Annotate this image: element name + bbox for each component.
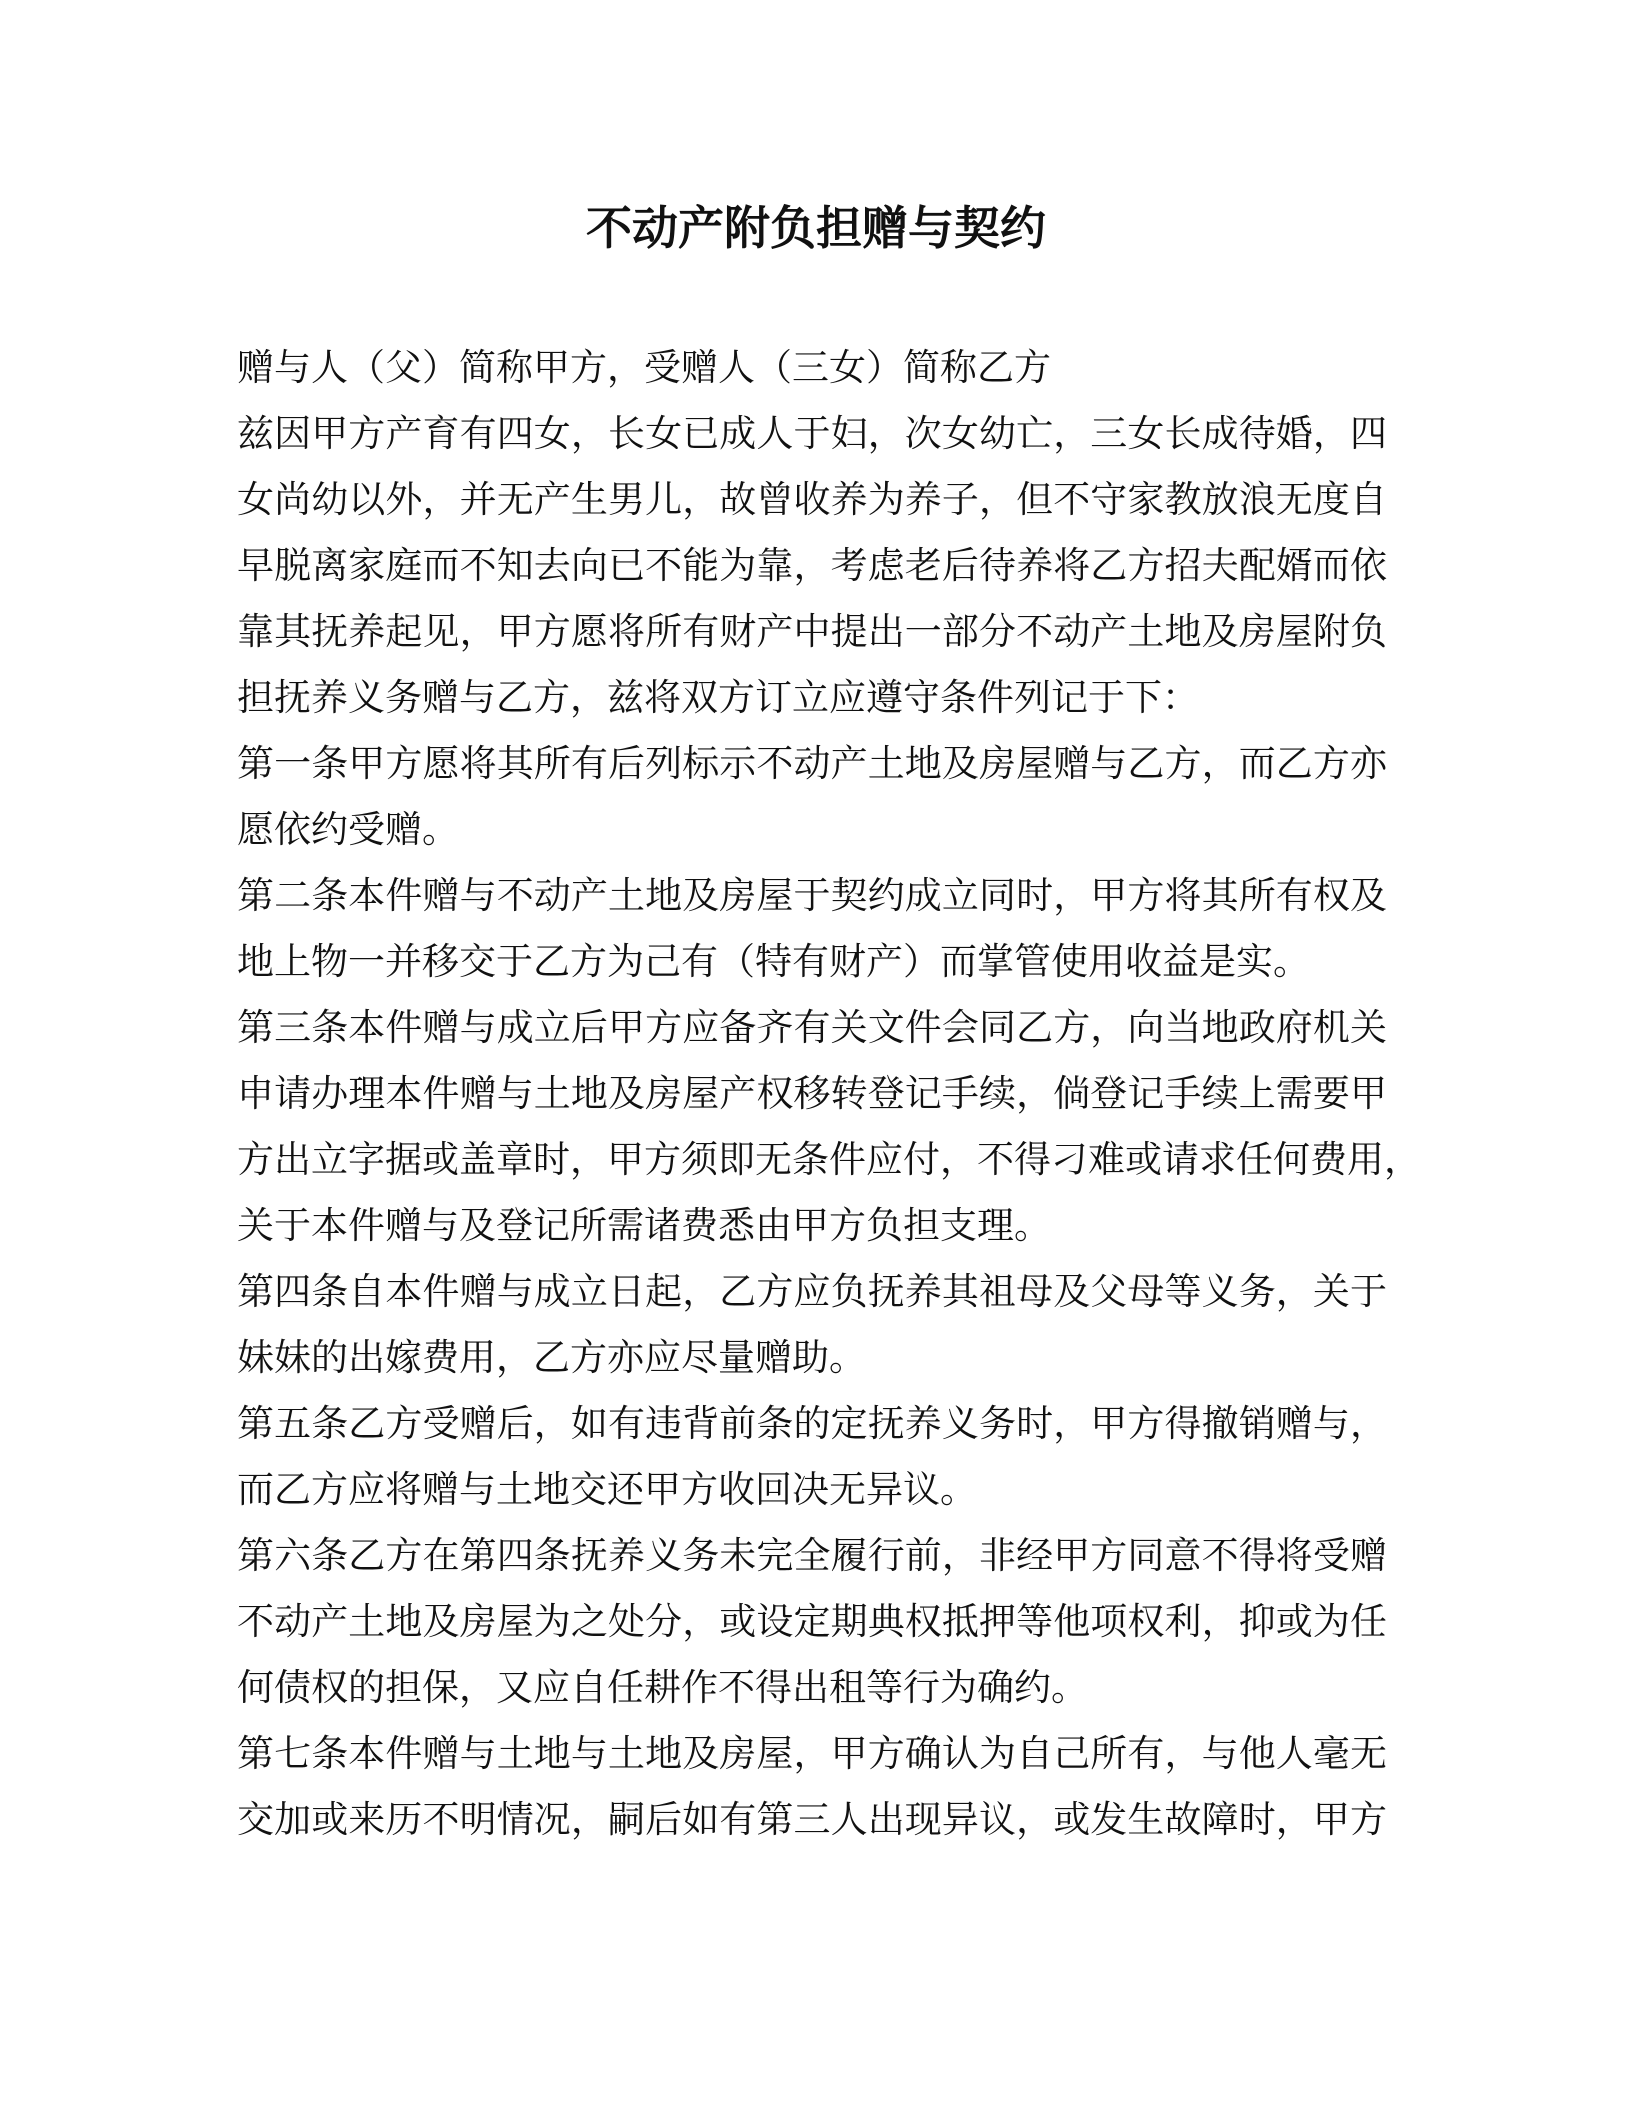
body-line: 方出立字据或盖章时，甲方须即无条件应付，不得刁难或请求任何费用， bbox=[237, 1138, 1421, 1181]
body-line: 兹因甲方产育有四女，长女已成人于妇，次女幼亡，三女长成待婚，四 bbox=[237, 412, 1387, 455]
body-line: 担抚养义务赠与乙方，兹将双方订立应遵守条件列记于下： bbox=[237, 676, 1199, 719]
document-title: 不动产附负担赠与契约 bbox=[586, 201, 1046, 255]
body-line: 第二条本件赠与不动产土地及房屋于契约成立同时，甲方将其所有权及 bbox=[237, 874, 1387, 917]
body-line: 第四条自本件赠与成立日起，乙方应负抚养其祖母及父母等义务，关于 bbox=[237, 1270, 1387, 1313]
body-line: 第七条本件赠与土地与土地及房屋，甲方确认为自己所有，与他人毫无 bbox=[237, 1732, 1387, 1775]
body-line: 女尚幼以外，并无产生男儿，故曾收养为养子，但不守家教放浪无度自 bbox=[237, 478, 1387, 521]
body-line: 赠与人（父）简称甲方，受赠人（三女）简称乙方 bbox=[237, 346, 1051, 389]
document-body bbox=[237, 335, 1421, 1853]
body-line: 第一条甲方愿将其所有后列标示不动产土地及房屋赠与乙方，而乙方亦 bbox=[237, 742, 1387, 785]
body-line: 申请办理本件赠与土地及房屋产权移转登记手续，倘登记手续上需要甲 bbox=[237, 1072, 1387, 1115]
body-line: 不动产土地及房屋为之处分，或设定期典权抵押等他项权利，抑或为任 bbox=[237, 1600, 1387, 1643]
body-line: 交加或来历不明情况，嗣后如有第三人出现异议，或发生故障时，甲方 bbox=[237, 1798, 1387, 1841]
body-line: 而乙方应将赠与土地交还甲方收回决无异议。 bbox=[237, 1468, 977, 1511]
body-line: 第五条乙方受赠后，如有违背前条的定抚养义务时，甲方得撤销赠与， bbox=[237, 1402, 1387, 1445]
body-line: 关于本件赠与及登记所需诸费悉由甲方负担支理。 bbox=[237, 1204, 1051, 1247]
body-line: 何债权的担保，又应自任耕作不得出租等行为确约。 bbox=[237, 1666, 1088, 1709]
body-line: 靠其抚养起见，甲方愿将所有财产中提出一部分不动产土地及房屋附负 bbox=[237, 610, 1387, 653]
body-line: 愿依约受赠。 bbox=[237, 808, 459, 851]
body-line: 早脱离家庭而不知去向已不能为靠，考虑老后待养将乙方招夫配婿而依 bbox=[237, 544, 1387, 587]
body-line: 第六条乙方在第四条抚养义务未完全履行前，非经甲方同意不得将受赠 bbox=[237, 1534, 1387, 1577]
body-line: 第三条本件赠与成立后甲方应备齐有关文件会同乙方，向当地政府机关 bbox=[237, 1006, 1387, 1049]
body-line: 妹妹的出嫁费用，乙方亦应尽量赠助。 bbox=[237, 1336, 866, 1379]
body-line: 地上物一并移交于乙方为己有（特有财产）而掌管使用收益是实。 bbox=[237, 940, 1310, 983]
